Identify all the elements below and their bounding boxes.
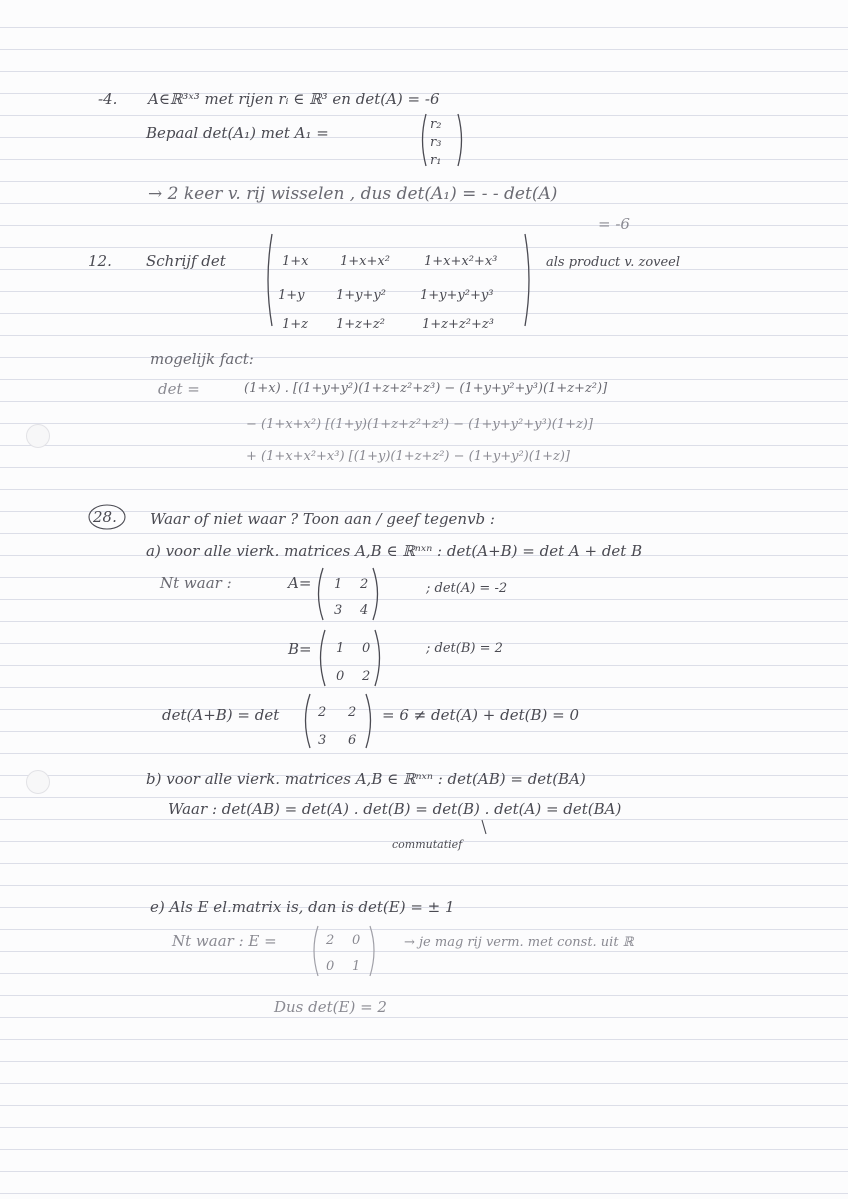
E-22: 1 (352, 959, 361, 974)
ex12-expansion-1: (1+x) . [(1+y+y²)(1+z+z²+z³) − (1+y+y²+y³)(1+z+z²)] (244, 381, 608, 396)
matrix-S-left (306, 694, 311, 748)
matrix-E-left (314, 926, 318, 976)
ex28e-question: e) Als E el.matrix is, dan is det(E) = ± 1 (150, 898, 455, 916)
ex28-title: Waar of niet waar ? Toon aan / geef tegenvb : (150, 510, 495, 528)
det-r2c1: 1+y (278, 288, 305, 303)
ex28e-note: → je mag rij verm. met const. uit ℝ (404, 935, 634, 950)
det-r3c1: 1+z (282, 317, 309, 332)
det-bar-right (525, 234, 529, 326)
E-11: 2 (326, 933, 335, 948)
matrix-S-right (366, 694, 371, 748)
ex12-det-label: det = (158, 380, 200, 398)
matrix-B-left (321, 630, 326, 686)
A-21: 3 (334, 603, 343, 618)
S-22: 6 (348, 733, 357, 748)
matrix-B-right (375, 630, 380, 686)
B-12: 0 (362, 641, 371, 656)
ex12-question: Schrijf det (146, 252, 226, 270)
A1-row-1: r₂ (430, 117, 442, 132)
ex28e-answer: Nt waar : E = (172, 932, 277, 950)
B-11: 1 (336, 641, 345, 656)
A-11: 1 (334, 577, 343, 592)
A-22: 4 (360, 603, 369, 618)
det-r1c1: 1+x (282, 254, 309, 269)
ex4-result: = -6 (598, 215, 630, 233)
B-22: 2 (362, 669, 371, 684)
A-12: 2 (360, 577, 369, 592)
ex4-statement: A∈ℝ³ˣ³ met rijen rᵢ ∈ ℝ³ en det(A) = -6 (148, 90, 440, 108)
ex28b-answer: Waar : det(AB) = det(A) . det(B) = det(B) . det(A) = det(BA) (168, 800, 622, 818)
ex12-fact-label: mogelijk fact: (150, 350, 254, 368)
det-bar-left (268, 234, 272, 326)
ex28-number: 28. (93, 508, 117, 526)
S-21: 3 (318, 733, 327, 748)
det-sum-result: = 6 ≠ det(A) + det(B) = 0 (382, 706, 580, 724)
bracket-A1-left (423, 114, 427, 166)
det-sum-label: det(A+B) = det (162, 706, 280, 724)
det-r3c3: 1+z+z²+z³ (422, 317, 494, 332)
matrix-A-right (373, 568, 378, 620)
A1-row-2: r₃ (430, 135, 442, 150)
ex4-number: -4. (98, 90, 118, 108)
ex12-tail: als product v. zoveel (546, 255, 681, 270)
bracket-A1-right (458, 114, 462, 166)
ex28b-question: b) voor alle vierk. matrices A,B ∈ ℝⁿˣⁿ : det(AB) = det(BA) (146, 770, 586, 788)
B-21: 0 (336, 669, 345, 684)
matrix-A-left (319, 568, 324, 620)
det-r1c2: 1+x+x² (340, 254, 390, 269)
matrix-E-right (370, 926, 374, 976)
matrix-B-label: B= (288, 640, 312, 658)
ex28e-conclusion: Dus det(E) = 2 (274, 998, 387, 1016)
ex12-number: 12. (88, 252, 112, 270)
ex12-expansion-3: + (1+x+x²+x³) [(1+y)(1+z+z²) − (1+y+y²)(1+z)] (246, 449, 570, 464)
matrix-A-label: A= (288, 574, 312, 592)
ex28b-note: commutatief (392, 838, 463, 851)
E-21: 0 (326, 959, 335, 974)
ex4-question: Bepaal det(A₁) met A₁ = (146, 124, 329, 142)
detB-text: ; det(B) = 2 (426, 641, 503, 656)
note-tick (482, 820, 486, 834)
ex12-expansion-2: − (1+x+x²) [(1+y)(1+z+z²+z³) − (1+y+y²+y³)(1+z)] (246, 417, 593, 432)
ex28a-answer: Nt waar : (160, 574, 232, 592)
S-11: 2 (318, 705, 327, 720)
A1-row-3: r₁ (430, 153, 442, 168)
det-r1c3: 1+x+x²+x³ (424, 254, 498, 269)
detA-text: ; det(A) = -2 (426, 581, 508, 596)
ex28a-question: a) voor alle vierk. matrices A,B ∈ ℝⁿˣⁿ : det(A+B) = det A + det B (146, 542, 643, 560)
det-r2c2: 1+y+y² (336, 288, 386, 303)
det-r3c2: 1+z+z² (336, 317, 385, 332)
S-12: 2 (348, 705, 357, 720)
E-12: 0 (352, 933, 361, 948)
det-r2c3: 1+y+y²+y³ (420, 288, 494, 303)
ex4-reasoning: → 2 keer v. rij wisselen , dus det(A₁) = - - det(A) (148, 184, 558, 204)
